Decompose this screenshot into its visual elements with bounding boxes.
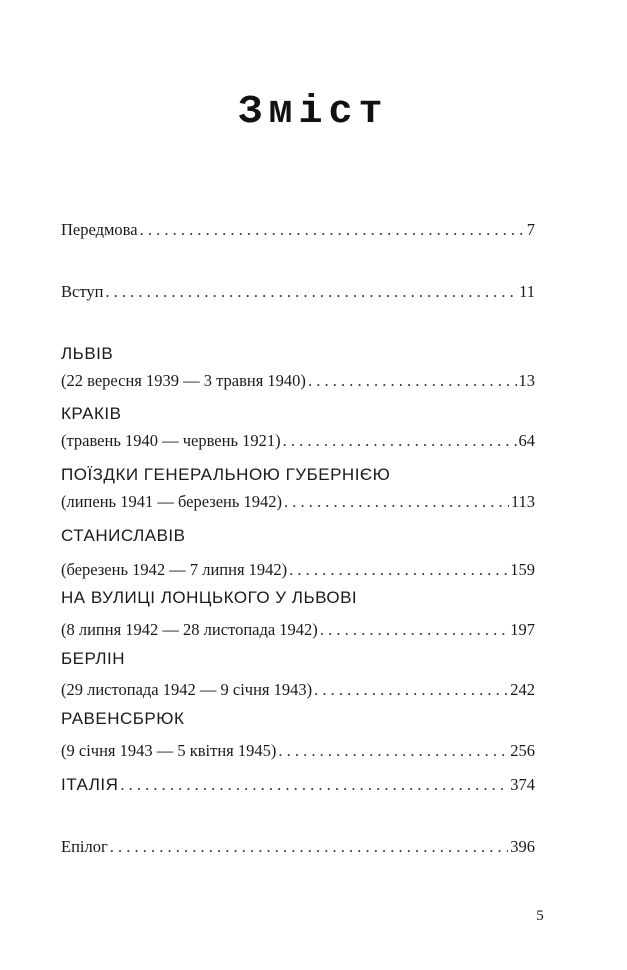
dot-leader	[140, 220, 525, 240]
toc-entry-krakow[interactable]	[61, 431, 535, 455]
toc-entry-page: 159	[510, 560, 535, 579]
toc-entry-label: (8 липня 1942 — 28 листопада 1942)	[61, 620, 318, 639]
toc-entry-page: 7	[526, 220, 535, 239]
section-heading-trips: ПОЇЗДКИ ГЕНЕРАЛЬНОЮ ГУБЕРНІЄЮ	[61, 465, 391, 484]
toc-entry-label: (29 листопада 1942 — 9 січня 1943)	[61, 680, 313, 699]
toc-entry-page: 113	[510, 492, 535, 511]
toc-entry-label: (9 січня 1943 — 5 квітня 1945)	[61, 741, 277, 760]
section-heading-berlin: БЕРЛІН	[61, 649, 126, 668]
toc-entry-page: 396	[510, 837, 535, 856]
toc-entry-intro[interactable]	[61, 282, 535, 306]
toc-entry-trips[interactable]	[61, 492, 535, 516]
toc-entry-label: (травень 1940 — червень 1921)	[61, 431, 281, 450]
section-heading-ravensbruck: РАВЕНСБРЮК	[61, 709, 185, 728]
dot-leader	[278, 741, 508, 761]
page-title: Зміст	[238, 90, 389, 135]
toc-entry-ravensbruck[interactable]	[61, 741, 535, 765]
toc-entry-page: 64	[518, 431, 535, 450]
dot-leader	[314, 680, 508, 700]
toc-entry-epilogue[interactable]	[61, 837, 535, 861]
toc-entry-foreword[interactable]	[61, 220, 535, 244]
toc-entry-page: 374	[510, 775, 535, 794]
toc-entry-label: Вступ	[61, 282, 104, 301]
toc-entry-page: 242	[510, 680, 535, 699]
dot-leader	[284, 492, 509, 512]
dot-leader	[110, 837, 509, 857]
dot-leader	[289, 560, 508, 580]
section-heading-krakow: КРАКІВ	[61, 404, 122, 423]
toc-entry-berlin[interactable]	[61, 680, 535, 704]
dot-leader	[120, 775, 508, 795]
dot-leader	[105, 282, 517, 302]
toc-entry-lviv[interactable]	[61, 371, 535, 395]
toc-entry-label: (22 вересня 1939 — 3 травня 1940)	[61, 371, 306, 390]
toc-entry-label: (липень 1941 — березень 1942)	[61, 492, 283, 511]
toc-entry-page: 11	[519, 282, 535, 301]
section-heading-stanislaviv: СТАНИСЛАВІВ	[61, 526, 186, 545]
dot-leader	[320, 620, 508, 640]
toc-entry-page: 13	[518, 371, 535, 390]
toc-entry-label: Епілог	[61, 837, 108, 856]
section-heading-lontskoho: НА ВУЛИЦІ ЛОНЦЬКОГО У ЛЬВОВІ	[61, 588, 358, 607]
dot-leader	[308, 371, 517, 391]
toc-entry-label: ІТАЛІЯ	[61, 775, 119, 794]
section-heading-lviv: ЛЬВІВ	[61, 344, 114, 363]
page-number: 5	[536, 908, 544, 924]
toc-entry-lontskoho[interactable]	[61, 620, 535, 644]
toc-entry-italy[interactable]	[61, 775, 535, 799]
toc-entry-label: (березень 1942 — 7 липня 1942)	[61, 560, 288, 579]
toc-entry-label: Передмова	[61, 220, 138, 239]
toc-entry-page: 256	[510, 741, 535, 760]
toc-entry-stanislaviv[interactable]	[61, 560, 535, 584]
dot-leader	[283, 431, 517, 451]
toc-entry-page: 197	[510, 620, 535, 639]
